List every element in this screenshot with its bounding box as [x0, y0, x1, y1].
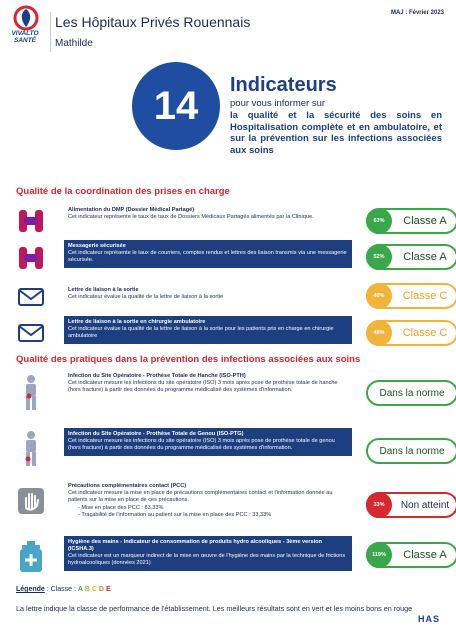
indicator-description: Cet indicateur mesure la mise en place de précautions complémentaires contact et l'information donnée au patients sur la mise en place de ces précautions. — [68, 490, 333, 504]
result-class: Classe A — [403, 215, 447, 227]
indicator-title: Lettre de liaison à la sortie en chirurgie ambulatoire — [68, 319, 206, 325]
knee-body-icon — [16, 430, 46, 468]
indicator-box — [64, 428, 352, 456]
result-percent: 63% — [366, 208, 392, 234]
result-badge — [366, 320, 456, 346]
result-class: Classe A — [403, 251, 447, 263]
indicator-title: Infection du Site Opératoire - Prothèse Totale de Hanche (ISO-PTH) — [68, 373, 246, 379]
result-badge — [366, 492, 456, 518]
section-title-coordination: Qualité de la coordination des prises en charge — [16, 186, 230, 197]
header-divider — [50, 12, 51, 52]
indicator-row-messaging — [14, 240, 447, 276]
vivalto-logo-icon — [4, 4, 48, 52]
indicator-row-iso-pth — [14, 368, 444, 420]
indicator-description: Cet indicateur mesure les infections du site opératoire (ISO) 3 mois après pose de prothèse totale de hanche (hors fracture) à partir des données du programme médicalisé des systèmes d'information. — [68, 380, 338, 394]
indicator-title: Précautions complémentaires contact (PCC) — [68, 483, 187, 489]
indicator-title: Messagerie sécurisée — [68, 243, 126, 249]
hand-stop-icon — [16, 486, 46, 516]
indicator-box — [64, 204, 352, 224]
result-badge — [366, 244, 456, 270]
indicator-description: Cet indicateur représente le taux de taux de Dossiers Médicaux Partagés alimentés par la Clinique. — [68, 214, 314, 220]
indicator-row-icsha — [14, 536, 447, 580]
result-percent: 40% — [366, 283, 392, 309]
legend-class-b: B — [84, 586, 90, 593]
indicator-sub-1: - Mise en place des PCC : 83,33% — [78, 504, 164, 511]
result-percent: 48% — [366, 320, 392, 346]
page-title: Indicateurs — [230, 74, 337, 96]
indicator-description: Cet indicateur représente le taux de courriers, comptes rendus et lettres des liaison transmis via une messagerie sécurisée. — [68, 250, 347, 264]
result-class: Classe A — [403, 549, 447, 561]
result-percent: 119% — [366, 542, 392, 568]
result-class: Classe C — [402, 290, 448, 302]
indicator-row-ambulatory-letter — [14, 316, 448, 350]
result-class: Non atteint — [400, 499, 450, 511]
hip-body-icon — [16, 374, 46, 412]
result-badge — [366, 208, 456, 234]
indicator-row-dmp — [14, 202, 447, 238]
hand-sanitizer-icon — [16, 540, 46, 574]
org-name: Les Hôpitaux Privés Rouennais — [55, 14, 251, 30]
indicator-description: Cet indicateur évalue la qualité de la lettre de liaison à la sortie — [68, 294, 224, 300]
legend — [16, 586, 111, 593]
result-percent: 33% — [366, 492, 392, 518]
page-header — [0, 0, 456, 62]
result-badge — [366, 542, 456, 568]
indicator-title: Infection du Site Opératoire - Prothèse Totale de Genou (ISO-PTG) — [68, 431, 244, 437]
indicator-count-badge: 14 — [132, 62, 220, 150]
secure-messaging-icon — [16, 243, 46, 273]
indicator-box — [64, 536, 352, 571]
result-badge — [366, 438, 456, 464]
legend-class-c: C — [91, 586, 97, 593]
legend-label: Légende — [16, 586, 45, 593]
intro-lead: pour vous informer sur — [230, 98, 326, 109]
result-class: Dans la norme — [379, 387, 445, 399]
has-logo: HAS — [417, 614, 440, 624]
indicator-row-discharge-letter — [14, 280, 448, 312]
indicator-row-iso-ptg — [14, 426, 444, 476]
result-badge — [366, 380, 456, 406]
envelope-icon — [16, 282, 46, 312]
org-subtitle: Mathilde — [55, 38, 93, 49]
result-class: Classe C — [402, 327, 448, 339]
dmp-icon — [16, 206, 46, 236]
indicator-description: Cet indicateur mesure les infections du site opératoire (ISO) 3 mois après pose de prothèse totale de genou (hors fracture) à partir des données du programme médicalisé des systèmes d'information. — [68, 438, 335, 452]
indicator-box — [64, 316, 352, 344]
logo-text: VIVALTO SANTÉ — [11, 30, 39, 44]
indicator-title: Hygiène des mains - Indicateur de consommation de produits hydro alcooliques - 3ème version (ICSHA.3) — [68, 539, 322, 552]
indicator-box — [64, 480, 352, 523]
section-title-infection-prevention: Qualité des pratiques dans la prévention des infections associées aux soins — [16, 354, 361, 365]
indicator-box — [64, 240, 352, 268]
indicator-title: Alimentation du DMP (Dossier Médical Partagé) — [68, 207, 195, 213]
result-percent: 52% — [366, 244, 392, 270]
indicator-description: Cet indicateur évalue la qualité de la lettre de liaison à la sortie pour les patients pris en charge en chirurgie ambulatoire — [68, 326, 334, 340]
legend-class-d: D — [98, 586, 104, 593]
legend-prefix: : Classe : — [44, 586, 78, 593]
legend-note: La lettre indique la classe de performance de l'établissement. Les meilleurs résultats sont en vert et les moins bons en rouge — [16, 604, 413, 613]
result-badge — [366, 283, 456, 309]
legend-class-e: E — [105, 586, 111, 593]
indicator-box — [64, 370, 352, 398]
result-class: Dans la norme — [379, 445, 445, 457]
intro-body: la qualité et la sécurité des soins en Hospitalisation complète et en ambulatoire, et sur la prévention sur les infections associées aux soins — [230, 110, 442, 156]
indicator-description: Cet indicateur est un marqueur indirect de la mise en œuvre de l'hygiène des mains par la technique de frictions hydroalcooliques (données 2021) — [68, 553, 346, 567]
indicator-title: Lettre de liaison à la sortie — [68, 287, 139, 293]
update-date: MAJ : Février 2023 — [390, 10, 444, 16]
indicator-box — [64, 284, 352, 304]
envelope-icon — [16, 318, 46, 348]
indicator-sub-2: - Traçabilité de l'information au patient sur la mise en place des PCC : 33,33% — [78, 512, 272, 519]
legend-class-a: A — [77, 586, 83, 593]
indicator-row-pcc — [14, 480, 450, 532]
